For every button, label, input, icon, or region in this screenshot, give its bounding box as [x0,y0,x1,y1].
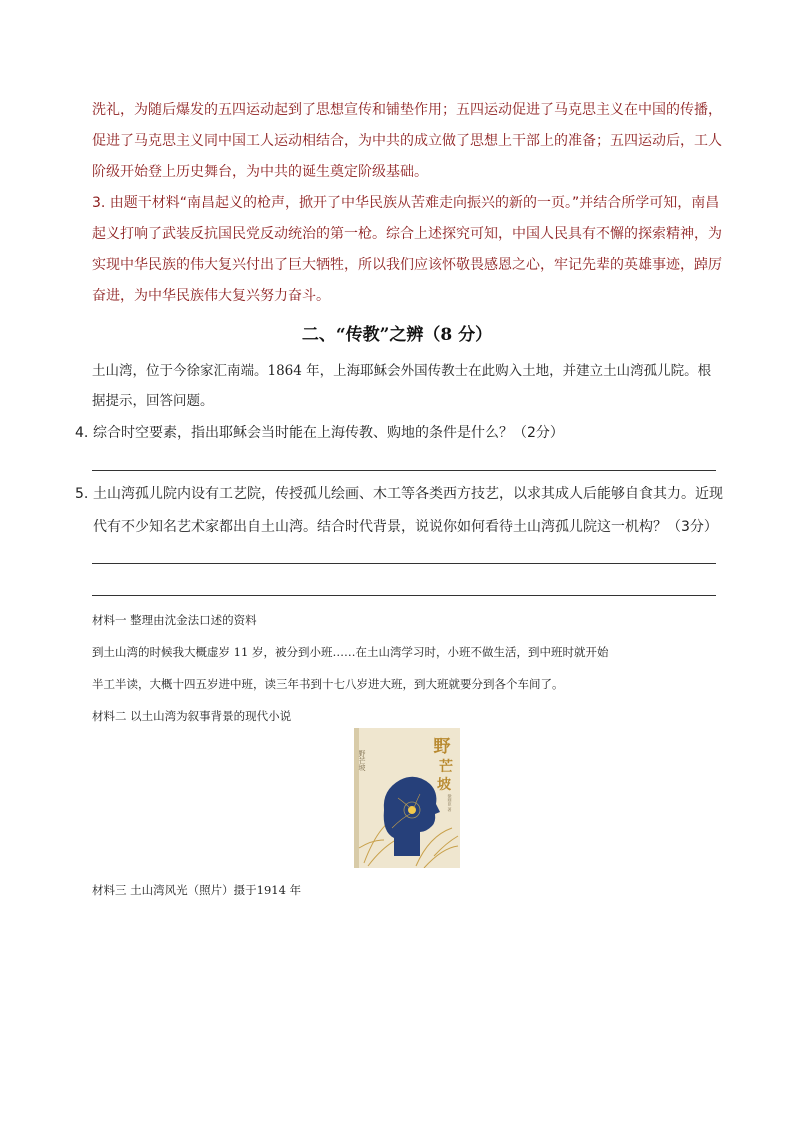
answer-line: 3. 由题干材料“南昌起义的枪声，掀开了中华民族从苦难走向振兴的新的一页。”并结合所学可知，南昌 [92,195,720,211]
question-5 [75,478,725,544]
material-text: 到土山湾的时候我大概虚岁 11 岁，被分到小班……在土山湾学习时，小班不做生活，到中班时就开始 [92,645,609,659]
answer-block [92,95,732,312]
answer-line: 促进了马克思主义同中国工人运动相结合，为中共的成立做了思想上干部上的准备；五四运动后，工人 [92,133,722,149]
intro-line: 据提示，回答问题。 [92,393,214,409]
question-text: 土山湾孤儿院内设有工艺院，传授孤儿绘画、木工等各类西方技艺，以求其成人后能够自食其力。近现 [93,486,723,502]
section-intro [92,356,724,416]
material-title: 材料三 土山湾风光（照片）摄于1914 年 [92,883,302,897]
material-1 [92,604,722,732]
section-title: 二、“传教”之辨（8 分） [301,325,493,345]
book-title-char: 坡 [437,777,451,793]
answer-line: 实现中华民族的伟大复兴付出了巨大牺牲，所以我们应该怀敬畏感恩之心，牢记先辈的英雄事迹，踔厉 [92,257,722,273]
answer-line-blank[interactable] [92,563,716,564]
material-title: 材料二 以土山湾为叙事背景的现代小说 [92,709,292,723]
question-text: 代有不少知名艺术家都出自土山湾。结合时代背景，说说你如何看待土山湾孤儿院这一机构？（3分） [93,519,718,535]
answer-line-blank[interactable] [92,470,716,471]
cover-spine [354,728,359,868]
intro-line: 土山湾，位于今徐家汇南端。1864 年，上海耶稣会外国传教士在此购入土地，并建立土山湾孤儿院。根 [92,363,712,379]
book-author: 徐则臣 著 [447,794,453,812]
question-text: 综合时空要素，指出耶稣会当时能在上海传教、购地的条件是什么？（2分） [93,425,564,441]
spine-text: 野芒坡 [358,750,366,771]
answer-line-blank[interactable] [92,595,716,596]
material-text: 半工半读，大概十四五岁进中班，读三年书到十七八岁进大班，到大班就要分到各个车间了。 [92,677,564,691]
material-title: 材料一 整理由沈金法口述的资料 [92,613,257,627]
question-number: 4. [75,425,89,441]
answer-line: 奋进，为中华民族伟大复兴努力奋斗。 [92,288,330,304]
answer-line: 阶级开始登上历史舞台，为中共的诞生奠定阶级基础。 [92,164,428,180]
book-title-char: 芒 [439,759,453,775]
answer-line: 洗礼，为随后爆发的五四运动起到了思想宣传和铺垫作用；五四运动促进了马克思主义在中国的传播， [92,102,722,118]
book-title-char: 野 [433,737,451,757]
question-4 [75,417,725,450]
material-3 [92,874,722,906]
answer-line: 起义打响了武装反抗国民党反动统治的第一枪。综合上述探究可知，中国人民具有不懈的探索精神，为 [92,226,722,242]
question-number: 5. [75,486,89,502]
book-cover-image [354,728,464,868]
